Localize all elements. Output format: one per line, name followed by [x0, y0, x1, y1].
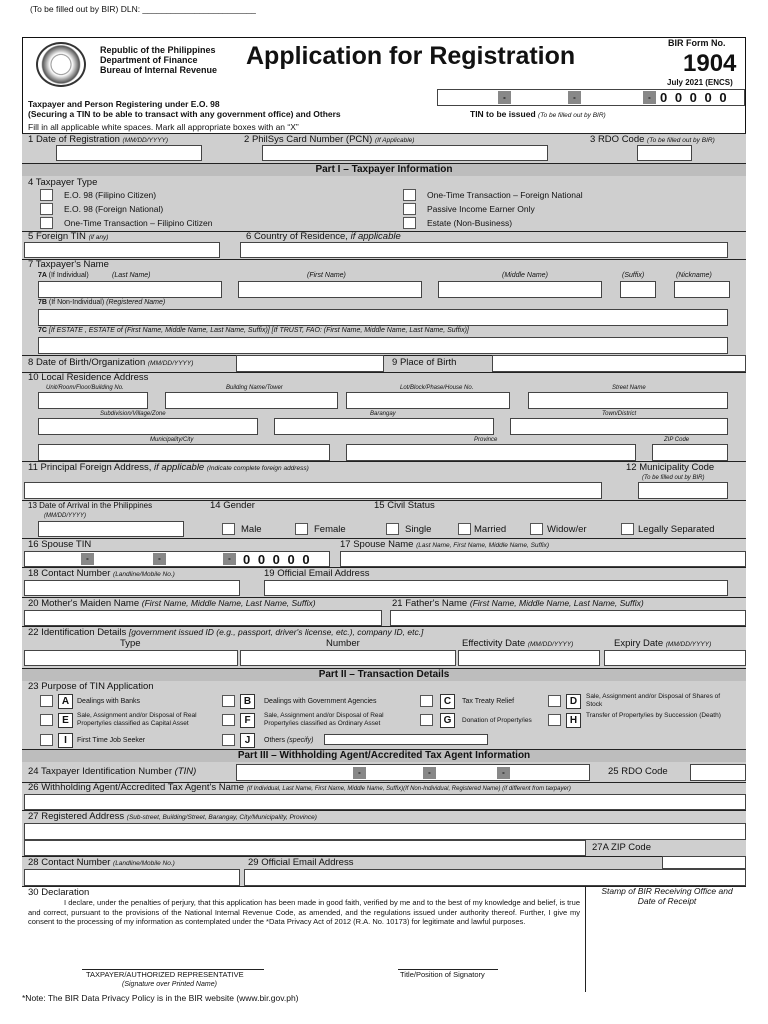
republic-text: Republic of the Philippines — [100, 45, 216, 55]
local-address-label: 10 Local Residence Address — [28, 372, 149, 383]
tin-issued-boxes: - - - 0 0 0 0 0 — [437, 89, 745, 106]
dln-line: (To be filled out by BIR) DLN: ________________________ — [30, 4, 256, 14]
street-hint: Street Name — [612, 385, 646, 391]
mother-name-label: 20 Mother's Maiden Name (First Name, Middle Name, Last Name, Suffix) — [28, 598, 316, 609]
legsep-label: Legally Separated — [638, 524, 715, 535]
agent-address-label: 27 Registered Address (Sub-street, Building/Street, Barangay, City/Municipality, Province) — [28, 811, 317, 822]
stamp-label: Stamp of BIR Receiving Office and Date of Receipt — [601, 886, 733, 906]
zip-input[interactable] — [652, 444, 728, 461]
street-input[interactable] — [528, 392, 728, 409]
mother-name-input[interactable] — [24, 610, 382, 626]
stamp-divider — [585, 886, 586, 992]
purpose-j-label: Others (specify) — [264, 737, 314, 744]
male-label: Male — [241, 524, 262, 535]
contact-number-input[interactable] — [24, 580, 240, 596]
civil-status-label: 15 Civil Status — [374, 500, 435, 511]
suffix-input[interactable] — [620, 281, 656, 298]
id-effectivity-header: Effectivity Date (MM/DD/YYYY) — [462, 638, 574, 649]
agent-zip-input[interactable] — [662, 856, 746, 869]
subhead-line2: (Securing a TIN to be able to transact with any government office) and Others — [28, 109, 341, 119]
purpose-c-label: Tax Treaty Relief — [462, 698, 515, 705]
purpose-i-checkbox[interactable] — [40, 734, 53, 746]
spouse-tin-input[interactable]: - - - 0 0 0 0 0 — [24, 551, 330, 567]
id-expiry-input[interactable] — [604, 650, 746, 666]
lot-hint: Lot/Block/Phase/House No. — [400, 385, 474, 391]
purpose-a-letter: A — [58, 694, 73, 709]
bldg-input[interactable] — [165, 392, 338, 409]
lot-input[interactable] — [346, 392, 510, 409]
brgy-input[interactable] — [274, 418, 494, 435]
middle-name-hint: (Middle Name) — [502, 272, 548, 279]
purpose-h-letter: H — [566, 713, 581, 728]
eo98-filipino-label: E.O. 98 (Filipino Citizen) — [64, 190, 157, 200]
eo98-filipino-checkbox[interactable] — [40, 189, 53, 201]
subd-input[interactable] — [38, 418, 258, 435]
part3-header: Part III – Withholding Agent/Accredited Tax Agent Information — [22, 749, 746, 763]
subd-hint: Subdivision/Village/Zone — [100, 411, 166, 417]
agent-rdo-input[interactable] — [690, 764, 746, 781]
purpose-g-label: Donation of Property/ies — [462, 717, 532, 724]
form-label: BIR Form No. — [668, 38, 726, 48]
country-residence-input[interactable] — [240, 242, 728, 258]
prov-input[interactable] — [346, 444, 636, 461]
municipality-code-input[interactable] — [638, 482, 728, 499]
tin-suffix: 0 0 0 0 0 — [660, 90, 729, 105]
bir-seal — [36, 42, 86, 87]
prov-hint: Province — [474, 437, 498, 443]
declaration-label: 30 Declaration — [28, 887, 90, 898]
contact-number-label: 18 Contact Number (Landline/Mobile No.) — [28, 568, 175, 579]
middle-name-input[interactable] — [438, 281, 602, 298]
signatory-title-label: Title/Position of Signatory — [400, 970, 485, 979]
7c-label: 7C [If ESTATE , ESTATE of (First Name, Middle Name, Last Name, Suffix)] [If TRUST, FAO: (First Name, Middle Name, Last Name, Suffix)] — [38, 327, 469, 334]
place-birth-input[interactable] — [492, 355, 746, 372]
id-type-input[interactable] — [24, 650, 238, 666]
purpose-a-checkbox[interactable] — [40, 695, 53, 707]
rdo-input[interactable] — [637, 145, 692, 161]
unit-hint: Unit/Room/Floor/Building No. — [46, 385, 124, 391]
first-name-input[interactable] — [238, 281, 422, 298]
agent-name-input[interactable] — [24, 794, 746, 810]
single-label: Single — [405, 524, 432, 535]
7b-label: 7B (If Non-Individual) (Registered Name) — [38, 299, 166, 306]
foreign-address-label: 11 Principal Foreign Address, if applicable (Indicate complete foreign address) — [28, 462, 309, 473]
purpose-d-label: Sale, Assignment and/or Disposal of Shares of Stock — [586, 693, 721, 708]
married-label: Married — [474, 524, 507, 535]
agent-zip-label: 27A ZIP Code — [592, 842, 651, 853]
nickname-hint: (Nickname) — [676, 272, 712, 279]
municipality-code-label: 12 Municipality Code — [626, 462, 715, 473]
dof-text: Department of Finance — [100, 55, 198, 65]
arrival-input[interactable] — [38, 521, 184, 537]
bir-text: Bureau of Internal Revenue — [100, 65, 218, 75]
purpose-b-checkbox[interactable] — [222, 695, 235, 707]
estate-trust-name-input[interactable] — [38, 337, 728, 354]
last-name-input[interactable] — [38, 281, 222, 298]
spouse-name-input[interactable] — [340, 551, 746, 567]
foreign-tin-input[interactable] — [24, 242, 220, 258]
passive-income-checkbox[interactable] — [403, 203, 416, 215]
form-date: July 2021 (ENCS) — [667, 78, 733, 87]
id-effectivity-input[interactable] — [458, 650, 600, 666]
pcn-input[interactable] — [262, 145, 548, 161]
agent-tin-input[interactable]: - - - — [236, 764, 590, 781]
declaration-text: I declare, under the penalties of perjury, that this application has been made in good faith, verified by me and to the best of my knowledge and belief, is true and correct, pursuant to the provisions of the National Internal Revenue Code, as amended, and the regulations issued under authority thereof. Further, I give my consent to the processing of my information as contemplated under the *Data Privacy Act of 2012 (R.A. No. 10173) for legitimate and lawful purposes. — [28, 898, 580, 926]
agent-tin-label: 24 Taxpayer Identification Number (TIN) — [28, 766, 197, 777]
form-number: 1904 — [683, 50, 737, 77]
purpose-a-label: Dealings with Banks — [77, 698, 141, 705]
city-hint: Municipality/City — [150, 437, 194, 443]
spouse-name-label: 17 Spouse Name (Last Name, First Name, Middle Name, Suffix) — [340, 539, 549, 550]
form-title: Application for Registration — [246, 42, 576, 70]
estate-label: Estate (Non-Business) — [427, 218, 513, 228]
passive-income-label: Passive Income Earner Only — [427, 204, 535, 214]
part1-header: Part I – Taxpayer Information — [22, 163, 746, 177]
first-name-hint: (First Name) — [307, 272, 346, 279]
eo98-foreign-checkbox[interactable] — [40, 203, 53, 215]
spouse-tin-suffix: 0 0 0 0 0 — [243, 552, 312, 567]
last-name-hint: (Last Name) — [112, 272, 151, 279]
agent-contact-label: 28 Contact Number (Landline/Mobile No.) — [28, 857, 175, 868]
purpose-j-specify-input[interactable] — [324, 734, 488, 745]
eo98-foreign-label: E.O. 98 (Foreign National) — [64, 204, 164, 214]
instructions: Fill in all applicable white spaces. Mark all appropriate boxes with an “X” — [28, 122, 299, 132]
id-expiry-header: Expiry Date (MM/DD/YYYY) — [614, 638, 712, 649]
arrival-label: 13 Date of Arrival in the Philippines — [28, 501, 153, 510]
privacy-note: *Note: The BIR Data Privacy Policy is in the BIR website (www.bir.gov.ph) — [22, 993, 299, 1003]
widow-checkbox[interactable] — [530, 523, 543, 535]
spouse-tin-label: 16 Spouse TIN — [28, 539, 92, 550]
purpose-i-letter: I — [58, 733, 73, 748]
purpose-g-checkbox[interactable] — [420, 714, 433, 726]
agency-block — [100, 45, 217, 75]
agent-address-input-2[interactable] — [24, 840, 586, 856]
female-label: Female — [314, 524, 346, 535]
rdo-label: 3 RDO Code (To be filled out by BIR) — [590, 134, 715, 145]
purpose-e-letter: E — [58, 713, 73, 728]
purpose-i-label: First Time Job Seeker — [77, 737, 146, 744]
city-input[interactable] — [38, 444, 330, 461]
purpose-h-label: Transfer of Property/ies by Succession (Death) — [586, 712, 721, 719]
purpose-j-checkbox[interactable] — [222, 734, 235, 746]
taxpayer-name-label: 7 Taxpayer's Name — [28, 259, 109, 270]
nickname-input[interactable] — [674, 281, 730, 298]
onetime-filipino-checkbox[interactable] — [40, 217, 53, 229]
agent-rdo-label: 25 RDO Code — [608, 766, 668, 777]
date-registration-input[interactable] — [56, 145, 202, 161]
registered-name-input[interactable] — [38, 309, 728, 326]
pcn-label: 2 PhilSys Card Number (PCN) (If Applicable) — [244, 134, 415, 145]
onetime-foreign-label: One-Time Transaction – Foreign National — [427, 190, 583, 200]
place-birth-label: 9 Place of Birth — [392, 357, 457, 368]
gender-label: 14 Gender — [210, 500, 255, 511]
purpose-h-checkbox[interactable] — [548, 714, 561, 726]
part2-header: Part II – Transaction Details — [22, 668, 746, 682]
7a-label: 7A (If Individual) — [38, 272, 89, 279]
email-label: 19 Official Email Address — [264, 568, 370, 579]
onetime-foreign-checkbox[interactable] — [403, 189, 416, 201]
brgy-hint: Barangay — [370, 411, 396, 417]
purpose-c-letter: C — [440, 694, 455, 709]
father-name-label: 21 Father's Name (First Name, Middle Name, Last Name, Suffix) — [392, 598, 644, 609]
dob-input[interactable] — [236, 355, 384, 372]
date-registration-label: 1 Date of Registration (MM/DD/YYYY) — [28, 134, 169, 145]
single-checkbox[interactable] — [386, 523, 399, 535]
subhead-line1: Taxpayer and Person Registering under E.O. 98 — [28, 99, 220, 109]
father-name-input[interactable] — [390, 610, 746, 626]
id-details-label: 22 Identification Details [government issued ID (e.g., passport, driver's license, etc.), company ID, etc.] — [28, 627, 424, 638]
purpose-c-checkbox[interactable] — [420, 695, 433, 707]
town-input[interactable] — [510, 418, 728, 435]
onetime-filipino-label: One-Time Transaction – Filipino Citizen — [64, 218, 213, 228]
purpose-f-letter: F — [240, 713, 255, 728]
purpose-g-letter: G — [440, 713, 455, 728]
purpose-b-letter: B — [240, 694, 255, 709]
signature-label: TAXPAYER/AUTHORIZED REPRESENTATIVE — [86, 970, 244, 979]
id-number-header: Number — [326, 638, 360, 649]
dob-label: 8 Date of Birth/Organization (MM/DD/YYYY) — [28, 357, 194, 368]
town-hint: Town/District — [602, 411, 637, 417]
purpose-e-checkbox[interactable] — [40, 714, 53, 726]
married-checkbox[interactable] — [458, 523, 471, 535]
estate-checkbox[interactable] — [403, 217, 416, 229]
country-residence-label: 6 Country of Residence, if applicable — [246, 231, 401, 242]
municipality-code-hint: (To be filled out by BIR) — [642, 475, 705, 481]
zip-hint: ZIP Code — [664, 437, 690, 443]
arrival-hint: (MM/DD/YYYY) — [44, 513, 86, 519]
purpose-f-label: Sale, Assignment and/or Disposal of Real Property/ies classified as Ordinary Asset — [264, 712, 384, 727]
purpose-d-letter: D — [566, 694, 581, 709]
agent-contact-input[interactable] — [24, 869, 240, 886]
purpose-d-checkbox[interactable] — [548, 695, 561, 707]
purpose-f-checkbox[interactable] — [222, 714, 235, 726]
tin-issued-label: TIN to be issued (To be filled out by BIR) — [470, 109, 606, 119]
foreign-address-input[interactable] — [24, 482, 602, 499]
purpose-j-letter: J — [240, 733, 255, 748]
bldg-hint: Building Name/Tower — [226, 385, 283, 391]
purpose-b-label: Dealings with Government Agencies — [264, 698, 377, 705]
agent-name-label: 26 Withholding Agent/Accredited Tax Agent's Name (If Individual, Last Name, First Name, Middle Name, Suffix)(If Non-Individual, Registered Name) (if different from taxpayer) — [28, 782, 571, 793]
male-checkbox[interactable] — [222, 523, 235, 535]
agent-email-input[interactable] — [244, 869, 746, 886]
legsep-checkbox[interactable] — [621, 523, 634, 535]
purpose-e-label: Sale, Assignment and/or Disposal of Real Property/ies classified as Capital Asset — [77, 712, 197, 727]
unit-input[interactable] — [38, 392, 148, 409]
suffix-hint: (Suffix) — [622, 272, 645, 279]
widow-label: Widow/er — [547, 524, 587, 535]
email-input[interactable] — [264, 580, 728, 596]
id-number-input[interactable] — [240, 650, 456, 666]
female-checkbox[interactable] — [295, 523, 308, 535]
id-type-header: Type — [120, 638, 141, 649]
agent-address-input[interactable] — [24, 823, 746, 840]
foreign-tin-label: 5 Foreign TIN (if any) — [28, 231, 109, 242]
purpose-label: 23 Purpose of TIN Application — [28, 681, 154, 692]
taxpayer-type-label: 4 Taxpayer Type — [28, 177, 98, 188]
signature-hint: (Signature over Printed Name) — [122, 981, 217, 988]
agent-email-label: 29 Official Email Address — [248, 857, 354, 868]
